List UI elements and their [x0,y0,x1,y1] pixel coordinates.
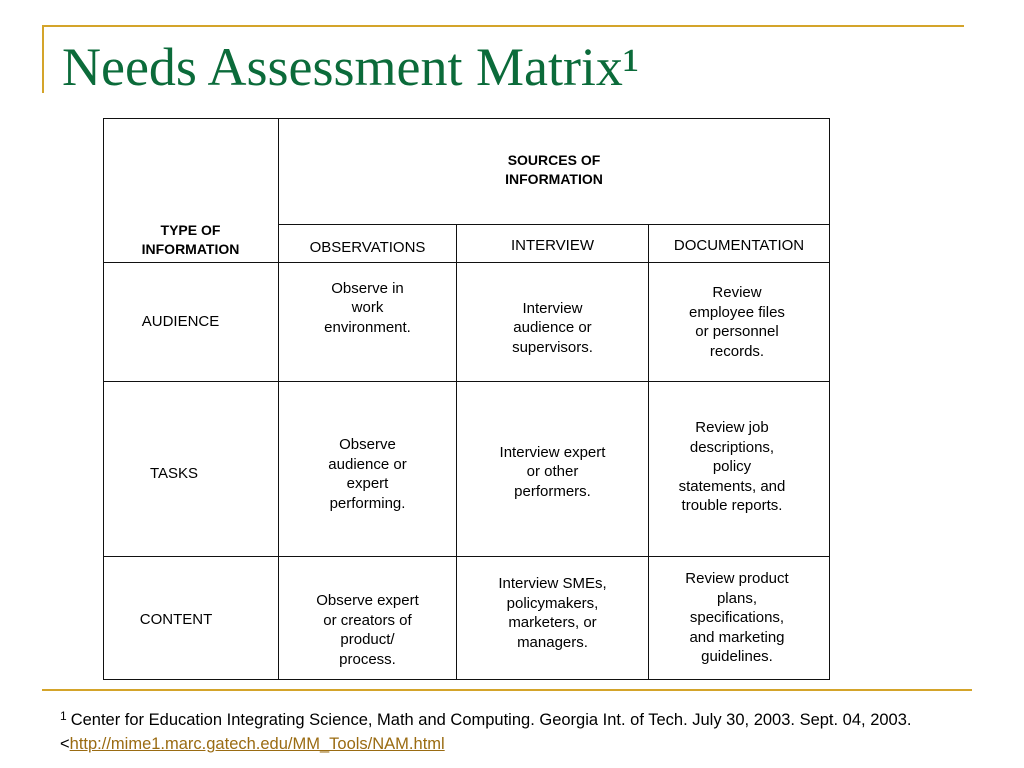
row-label-audience: AUDIENCE [141,313,220,331]
needs-assessment-matrix [103,118,830,680]
footnote-link[interactable]: http://mime1.marc.gatech.edu/MM_Tools/NAM.html [69,735,445,753]
sources-of-information-header: SOURCES OF INFORMATION [505,152,603,187]
matrix-border-right [829,118,830,680]
title-accent-top-line [42,25,964,27]
corner-header-type-of-information: TYPE OF INFORMATION [141,222,240,257]
cell-content-observations: Observe expert or creators of product/ process. [316,592,419,668]
cell-content-documentation: Review product plans, specifications, and marketing guidelines. [685,570,789,666]
cell-audience-documentation: Review employee files or personnel records. [689,284,785,360]
matrix-border-top [103,118,830,119]
footnote-citation-text: Center for Education Integrating Science, Math and Computing. Georgia Int. of Tech. July 30, 2003. Sept. 04, 2003. < [60,711,912,753]
row-label-tasks: TASKS [149,465,199,483]
row-label-content: CONTENT [139,611,213,629]
column-header-documentation: DOCUMENTATION [673,237,805,255]
title-accent-left-line [42,25,44,93]
column-header-interview: INTERVIEW [510,237,595,255]
footnote-marker: 1 [60,709,67,723]
cell-tasks-documentation: Review job descriptions, policy statements, and trouble reports. [678,419,786,515]
cell-tasks-interview: Interview expert or other performers. [499,443,606,500]
cell-audience-interview: Interview audience or supervisors. [512,299,593,356]
matrix-divider-sources [278,224,830,225]
cell-audience-observations: Observe in work environment. [324,279,411,336]
column-header-observations: OBSERVATIONS [309,239,426,257]
footer-divider-line [42,689,972,691]
slide-title: Needs Assessment Matrix¹ [62,37,640,97]
footnote [60,704,960,756]
cell-content-interview: Interview SMEs, policymakers, marketers, or managers. [498,575,607,651]
cell-tasks-observations: Observe audience or expert performing. [328,436,407,512]
